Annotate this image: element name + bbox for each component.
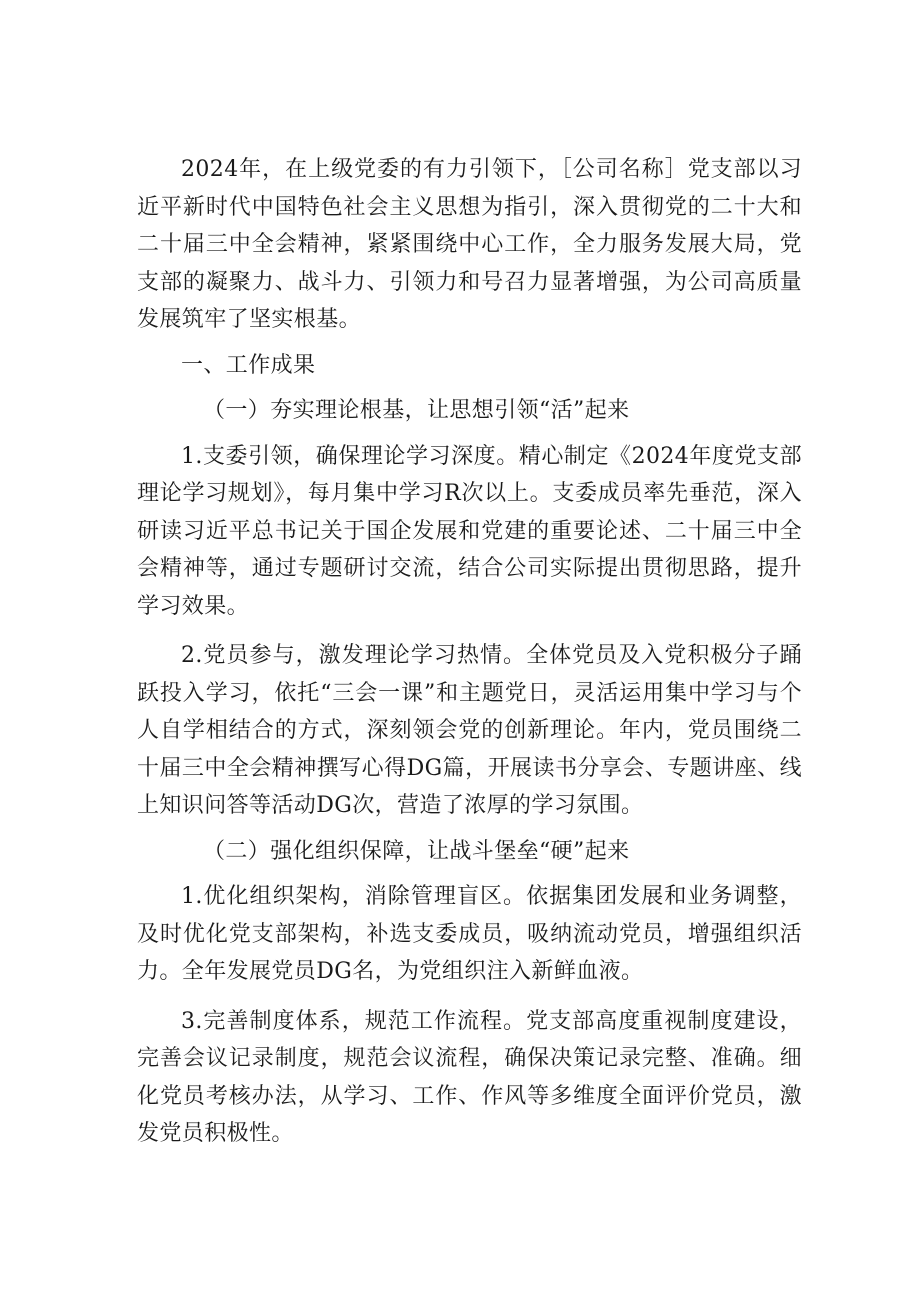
- section-heading-work-results: 一、工作成果: [181, 352, 316, 378]
- subsection-heading-organization: （二）强化组织保障，让战斗堡垒“硬”起来: [203, 838, 630, 864]
- subsection-heading-theory: （一）夯实理论根基，让思想引领“活”起来: [203, 398, 630, 423]
- paragraph-theory-item-1: 1.支委引领，确保理论学习深度。精心制定《2024年度党支部理论学习规划》，每月集中学习R次以上。支委成员率先垂范，深入研读习近平总书记关于国企发展和党建的重要论述、二十届三中全会精神等，通过专题研讨交流，结合公司实际提出贯彻思路，提升学习效果。: [137, 443, 802, 619]
- intro-paragraph: 2024年，在上级党委的有力引领下，［公司名称］党支部以习近平新时代中国特色社会主义思想为指引，深入贯彻党的二十大和二十届三中全会精神，紧紧围绕中心工作，全力服务发展大局，党支部的凝聚力、战斗力、引领力和号召力显著增强，为公司高质量发展筑牢了坚实根基。: [137, 157, 802, 332]
- paragraph-organization-item-3: 3.完善制度体系，规范工作流程。党支部高度重视制度建设，完善会议记录制度，规范会议流程，确保决策记录完整、准确。细化党员考核办法，从学习、工作、作风等多维度全面评价党员，激发党员积极性。: [137, 1008, 802, 1146]
- paragraph-theory-item-2: 2.党员参与，激发理论学习热情。全体党员及入党积极分子踊跃投入学习，依托“三会一课”和主题党日，灵活运用集中学习与个人自学相结合的方式，深刻领会党的创新理论。年内，党员围绕二十届三中全会精神撰写心得DG篇，开展读书分享会、专题讲座、线上知识问答等活动DG次，营造了浓厚的学习氛围。: [137, 643, 802, 818]
- paragraph-organization-item-1: 1.优化组织架构，消除管理盲区。依据集团发展和业务调整，及时优化党支部架构，补选支委成员，吸纳流动党员，增强组织活力。全年发展党员DG名，为党组织注入新鲜血液。: [137, 884, 802, 984]
- document-body: [137, 151, 802, 1153]
